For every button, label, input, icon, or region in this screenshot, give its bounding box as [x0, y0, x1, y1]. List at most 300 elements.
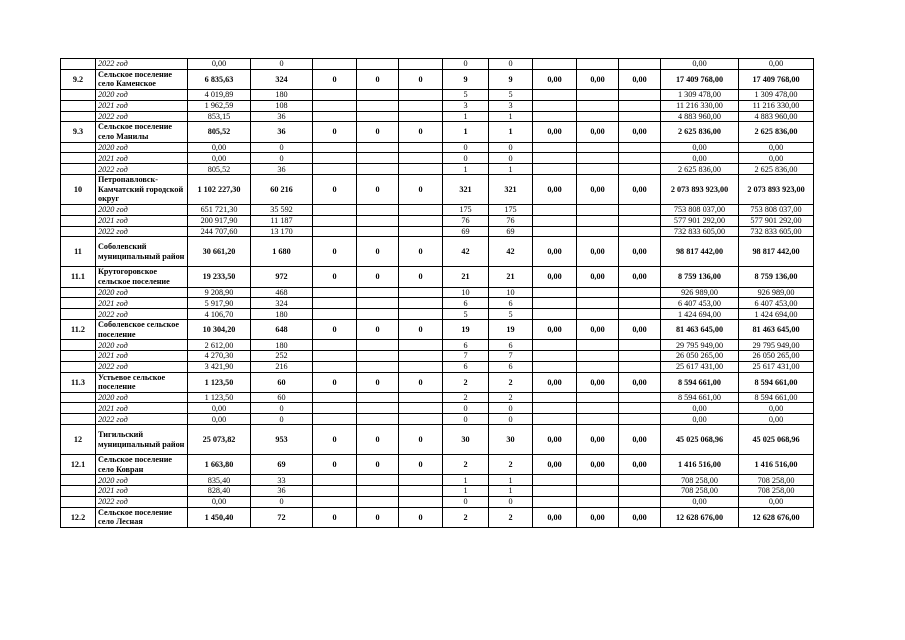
- cell-value-col-13: 1 416 516,00: [739, 455, 814, 475]
- cell-value-col-6: [399, 100, 443, 111]
- cell-item-number: [61, 226, 96, 237]
- cell-value-col-10: [577, 309, 619, 320]
- cell-territory-name: 2020 год: [96, 340, 188, 351]
- table-row-year: [61, 340, 814, 351]
- cell-territory-name: 2020 год: [96, 287, 188, 298]
- cell-value-col-5: [357, 309, 399, 320]
- cell-value-col-6: [399, 475, 443, 486]
- cell-value-col-8: 5: [489, 309, 533, 320]
- cell-value-col-3: 36: [251, 122, 313, 142]
- cell-value-col-13: 708 258,00: [739, 475, 814, 486]
- cell-territory-name: 2022 год: [96, 309, 188, 320]
- cell-value-col-2: 9 208,90: [188, 287, 251, 298]
- cell-territory-name: Сельское поселение село Ковран: [96, 455, 188, 475]
- cell-value-col-10: [577, 153, 619, 164]
- cell-value-col-6: [399, 59, 443, 70]
- table-row-year: [61, 153, 814, 164]
- cell-value-col-2: 4 019,89: [188, 89, 251, 100]
- cell-value-col-5: 0: [357, 507, 399, 527]
- cell-item-number: 10: [61, 174, 96, 204]
- cell-value-col-11: 0,00: [619, 319, 661, 339]
- cell-value-col-2: 0,00: [188, 496, 251, 507]
- cell-value-col-4: [313, 204, 357, 215]
- cell-value-col-3: 180: [251, 89, 313, 100]
- cell-territory-name: 2022 год: [96, 361, 188, 372]
- cell-value-col-5: 0: [357, 174, 399, 204]
- cell-value-col-13: 577 901 292,00: [739, 215, 814, 226]
- table-row-year: [61, 215, 814, 226]
- cell-territory-name: 2021 год: [96, 486, 188, 497]
- cell-value-col-9: [533, 204, 577, 215]
- cell-value-col-10: [577, 204, 619, 215]
- cell-value-col-12: 12 628 676,00: [661, 507, 739, 527]
- cell-value-col-11: [619, 361, 661, 372]
- cell-value-col-6: [399, 89, 443, 100]
- cell-value-col-8: 2: [489, 455, 533, 475]
- cell-value-col-4: [313, 309, 357, 320]
- cell-value-col-12: 29 795 949,00: [661, 340, 739, 351]
- cell-value-col-11: 0,00: [619, 425, 661, 455]
- cell-value-col-13: 1 309 478,00: [739, 89, 814, 100]
- cell-value-col-4: [313, 100, 357, 111]
- cell-value-col-4: 0: [313, 237, 357, 267]
- cell-value-col-11: [619, 100, 661, 111]
- cell-territory-name: 2020 год: [96, 142, 188, 153]
- cell-value-col-12: 8 759 136,00: [661, 267, 739, 287]
- table-body: [61, 59, 814, 528]
- cell-value-col-13: 29 795 949,00: [739, 340, 814, 351]
- cell-value-col-7: 19: [443, 319, 489, 339]
- cell-territory-name: 2021 год: [96, 100, 188, 111]
- cell-value-col-2: 0,00: [188, 403, 251, 414]
- cell-value-col-7: 0: [443, 59, 489, 70]
- cell-value-col-10: [577, 89, 619, 100]
- table-row-year: [61, 486, 814, 497]
- cell-value-col-12: 0,00: [661, 414, 739, 425]
- cell-value-col-13: 98 817 442,00: [739, 237, 814, 267]
- cell-value-col-13: 926 989,00: [739, 287, 814, 298]
- cell-value-col-9: [533, 164, 577, 175]
- cell-item-number: 11.2: [61, 319, 96, 339]
- cell-value-col-5: 0: [357, 455, 399, 475]
- cell-value-col-13: 0,00: [739, 153, 814, 164]
- cell-value-col-3: 1 680: [251, 237, 313, 267]
- cell-item-number: 11.1: [61, 267, 96, 287]
- cell-item-number: [61, 496, 96, 507]
- cell-value-col-11: 0,00: [619, 122, 661, 142]
- cell-value-col-3: 0: [251, 414, 313, 425]
- cell-value-col-5: 0: [357, 319, 399, 339]
- table-row-territory: [61, 122, 814, 142]
- cell-value-col-3: 69: [251, 455, 313, 475]
- cell-value-col-5: [357, 486, 399, 497]
- cell-territory-name: 2020 год: [96, 204, 188, 215]
- cell-value-col-2: 651 721,30: [188, 204, 251, 215]
- cell-value-col-12: 2 625 836,00: [661, 164, 739, 175]
- cell-value-col-4: 0: [313, 507, 357, 527]
- cell-value-col-4: [313, 153, 357, 164]
- cell-territory-name: 2021 год: [96, 215, 188, 226]
- cell-value-col-9: [533, 215, 577, 226]
- cell-value-col-8: 5: [489, 89, 533, 100]
- cell-value-col-4: 0: [313, 267, 357, 287]
- cell-value-col-12: 708 258,00: [661, 475, 739, 486]
- cell-value-col-8: 1: [489, 122, 533, 142]
- cell-value-col-2: 25 073,82: [188, 425, 251, 455]
- cell-item-number: [61, 298, 96, 309]
- document-page: [60, 58, 814, 528]
- cell-value-col-11: [619, 204, 661, 215]
- cell-value-col-7: 6: [443, 361, 489, 372]
- cell-value-col-3: 324: [251, 298, 313, 309]
- cell-value-col-6: 0: [399, 425, 443, 455]
- cell-item-number: 11.3: [61, 372, 96, 392]
- cell-value-col-6: 0: [399, 174, 443, 204]
- cell-value-col-6: [399, 486, 443, 497]
- cell-value-col-9: [533, 392, 577, 403]
- cell-territory-name: 2022 год: [96, 59, 188, 70]
- cell-value-col-5: [357, 414, 399, 425]
- cell-value-col-8: 0: [489, 153, 533, 164]
- cell-value-col-12: 0,00: [661, 59, 739, 70]
- cell-value-col-12: 1 309 478,00: [661, 89, 739, 100]
- cell-territory-name: Крутогоровское сельское поселение: [96, 267, 188, 287]
- cell-value-col-7: 1: [443, 164, 489, 175]
- cell-value-col-7: 1: [443, 111, 489, 122]
- cell-value-col-7: 175: [443, 204, 489, 215]
- cell-value-col-4: [313, 350, 357, 361]
- cell-value-col-9: [533, 340, 577, 351]
- cell-value-col-2: 30 661,20: [188, 237, 251, 267]
- cell-value-col-7: 5: [443, 309, 489, 320]
- cell-value-col-9: 0,00: [533, 425, 577, 455]
- cell-value-col-7: 21: [443, 267, 489, 287]
- cell-value-col-3: 13 170: [251, 226, 313, 237]
- cell-value-col-8: 10: [489, 287, 533, 298]
- cell-value-col-2: 0,00: [188, 153, 251, 164]
- cell-value-col-8: 2: [489, 507, 533, 527]
- cell-value-col-2: 1 102 227,30: [188, 174, 251, 204]
- cell-value-col-8: 0: [489, 142, 533, 153]
- cell-value-col-3: 648: [251, 319, 313, 339]
- cell-value-col-10: [577, 164, 619, 175]
- cell-value-col-6: [399, 403, 443, 414]
- cell-value-col-3: 0: [251, 59, 313, 70]
- cell-territory-name: Сельское поселение село Манилы: [96, 122, 188, 142]
- cell-value-col-9: [533, 496, 577, 507]
- cell-value-col-6: [399, 142, 443, 153]
- cell-value-col-3: 36: [251, 486, 313, 497]
- cell-value-col-2: 1 962,59: [188, 100, 251, 111]
- cell-value-col-6: [399, 287, 443, 298]
- cell-value-col-6: [399, 226, 443, 237]
- table-row-territory: [61, 69, 814, 89]
- cell-value-col-8: 2: [489, 372, 533, 392]
- cell-value-col-11: [619, 414, 661, 425]
- cell-value-col-12: 753 808 037,00: [661, 204, 739, 215]
- cell-value-col-9: [533, 361, 577, 372]
- cell-value-col-8: 1: [489, 164, 533, 175]
- cell-value-col-7: 9: [443, 69, 489, 89]
- cell-value-col-13: 2 625 836,00: [739, 122, 814, 142]
- cell-item-number: 9.3: [61, 122, 96, 142]
- cell-territory-name: 2022 год: [96, 226, 188, 237]
- cell-value-col-3: 36: [251, 164, 313, 175]
- cell-value-col-13: 753 808 037,00: [739, 204, 814, 215]
- cell-value-col-11: [619, 475, 661, 486]
- cell-value-col-7: 42: [443, 237, 489, 267]
- cell-value-col-11: [619, 59, 661, 70]
- cell-value-col-4: [313, 414, 357, 425]
- cell-value-col-4: [313, 59, 357, 70]
- cell-value-col-2: 4 270,30: [188, 350, 251, 361]
- cell-value-col-13: 81 463 645,00: [739, 319, 814, 339]
- cell-value-col-9: [533, 298, 577, 309]
- cell-value-col-5: [357, 59, 399, 70]
- cell-value-col-12: 25 617 431,00: [661, 361, 739, 372]
- cell-value-col-13: 4 883 960,00: [739, 111, 814, 122]
- cell-value-col-2: 6 835,63: [188, 69, 251, 89]
- cell-value-col-7: 6: [443, 298, 489, 309]
- cell-value-col-9: 0,00: [533, 69, 577, 89]
- cell-value-col-2: 5 917,90: [188, 298, 251, 309]
- cell-value-col-4: [313, 475, 357, 486]
- cell-value-col-5: [357, 153, 399, 164]
- cell-territory-name: 2022 год: [96, 164, 188, 175]
- cell-value-col-11: [619, 111, 661, 122]
- cell-value-col-8: 9: [489, 69, 533, 89]
- cell-value-col-12: 0,00: [661, 142, 739, 153]
- cell-item-number: 9.2: [61, 69, 96, 89]
- table-row-year: [61, 100, 814, 111]
- table-row-territory: [61, 237, 814, 267]
- cell-value-col-7: 2: [443, 455, 489, 475]
- cell-value-col-4: 0: [313, 372, 357, 392]
- cell-value-col-13: 0,00: [739, 142, 814, 153]
- cell-value-col-8: 42: [489, 237, 533, 267]
- cell-value-col-7: 69: [443, 226, 489, 237]
- cell-value-col-7: 2: [443, 507, 489, 527]
- cell-item-number: [61, 350, 96, 361]
- cell-value-col-4: 0: [313, 122, 357, 142]
- cell-value-col-3: 0: [251, 496, 313, 507]
- cell-value-col-6: [399, 340, 443, 351]
- cell-value-col-13: 1 424 694,00: [739, 309, 814, 320]
- cell-value-col-7: 7: [443, 350, 489, 361]
- cell-value-col-4: 0: [313, 319, 357, 339]
- cell-value-col-2: 1 663,80: [188, 455, 251, 475]
- cell-item-number: [61, 414, 96, 425]
- cell-value-col-2: 4 106,70: [188, 309, 251, 320]
- cell-value-col-5: [357, 361, 399, 372]
- cell-value-col-10: [577, 392, 619, 403]
- table-row-territory: [61, 174, 814, 204]
- cell-value-col-6: [399, 215, 443, 226]
- cell-value-col-13: 0,00: [739, 403, 814, 414]
- cell-value-col-5: [357, 142, 399, 153]
- table-row-year: [61, 475, 814, 486]
- cell-value-col-4: [313, 226, 357, 237]
- cell-value-col-9: [533, 475, 577, 486]
- cell-value-col-12: 2 625 836,00: [661, 122, 739, 142]
- cell-value-col-6: [399, 309, 443, 320]
- cell-value-col-6: [399, 496, 443, 507]
- cell-value-col-3: 216: [251, 361, 313, 372]
- cell-value-col-10: [577, 59, 619, 70]
- cell-value-col-5: 0: [357, 69, 399, 89]
- cell-item-number: [61, 111, 96, 122]
- cell-value-col-9: 0,00: [533, 319, 577, 339]
- table-row-territory: [61, 372, 814, 392]
- cell-value-col-10: [577, 226, 619, 237]
- cell-value-col-6: 0: [399, 122, 443, 142]
- cell-item-number: 12.2: [61, 507, 96, 527]
- cell-value-col-5: 0: [357, 372, 399, 392]
- cell-value-col-9: [533, 403, 577, 414]
- cell-value-col-7: 0: [443, 142, 489, 153]
- cell-value-col-11: [619, 153, 661, 164]
- cell-value-col-12: 732 833 605,00: [661, 226, 739, 237]
- cell-value-col-2: 10 304,20: [188, 319, 251, 339]
- cell-value-col-11: [619, 287, 661, 298]
- cell-value-col-5: [357, 204, 399, 215]
- cell-value-col-3: 33: [251, 475, 313, 486]
- table-row-year: [61, 350, 814, 361]
- table-row-year: [61, 309, 814, 320]
- cell-value-col-13: 8 594 661,00: [739, 372, 814, 392]
- table-row-year: [61, 59, 814, 70]
- cell-value-col-4: 0: [313, 174, 357, 204]
- cell-value-col-12: 1 416 516,00: [661, 455, 739, 475]
- cell-value-col-11: [619, 142, 661, 153]
- cell-value-col-13: 2 625 836,00: [739, 164, 814, 175]
- table-row-year: [61, 111, 814, 122]
- cell-value-col-4: [313, 215, 357, 226]
- cell-value-col-12: 0,00: [661, 496, 739, 507]
- cell-value-col-11: [619, 226, 661, 237]
- cell-territory-name: Тигильский муниципальный район: [96, 425, 188, 455]
- cell-value-col-2: 1 450,40: [188, 507, 251, 527]
- cell-value-col-9: 0,00: [533, 122, 577, 142]
- cell-value-col-8: 1: [489, 475, 533, 486]
- cell-value-col-8: 6: [489, 340, 533, 351]
- cell-value-col-9: [533, 486, 577, 497]
- cell-value-col-10: [577, 287, 619, 298]
- cell-value-col-13: 11 216 330,00: [739, 100, 814, 111]
- cell-value-col-8: 21: [489, 267, 533, 287]
- cell-value-col-10: [577, 142, 619, 153]
- table-row-year: [61, 414, 814, 425]
- cell-value-col-5: [357, 298, 399, 309]
- cell-item-number: [61, 59, 96, 70]
- cell-item-number: [61, 215, 96, 226]
- cell-value-col-10: 0,00: [577, 267, 619, 287]
- cell-value-col-7: 30: [443, 425, 489, 455]
- cell-value-col-4: 0: [313, 455, 357, 475]
- cell-value-col-3: 36: [251, 111, 313, 122]
- cell-value-col-10: [577, 350, 619, 361]
- cell-value-col-10: 0,00: [577, 425, 619, 455]
- cell-item-number: [61, 287, 96, 298]
- cell-value-col-7: 2: [443, 392, 489, 403]
- cell-value-col-7: 0: [443, 496, 489, 507]
- cell-value-col-5: [357, 100, 399, 111]
- cell-value-col-4: [313, 361, 357, 372]
- cell-value-col-10: [577, 215, 619, 226]
- cell-value-col-10: [577, 361, 619, 372]
- table-row-year: [61, 403, 814, 414]
- cell-value-col-3: 180: [251, 309, 313, 320]
- cell-value-col-5: 0: [357, 237, 399, 267]
- cell-territory-name: Сельское поселение село Лесная: [96, 507, 188, 527]
- cell-value-col-12: 926 989,00: [661, 287, 739, 298]
- cell-value-col-2: 19 233,50: [188, 267, 251, 287]
- cell-value-col-12: 17 409 768,00: [661, 69, 739, 89]
- cell-value-col-11: [619, 496, 661, 507]
- cell-value-col-6: [399, 392, 443, 403]
- cell-value-col-3: 953: [251, 425, 313, 455]
- cell-value-col-8: 0: [489, 59, 533, 70]
- cell-value-col-6: [399, 298, 443, 309]
- cell-value-col-13: 0,00: [739, 496, 814, 507]
- cell-value-col-2: 244 707,60: [188, 226, 251, 237]
- table-row-territory: [61, 507, 814, 527]
- cell-value-col-12: 577 901 292,00: [661, 215, 739, 226]
- cell-value-col-7: 0: [443, 153, 489, 164]
- cell-value-col-3: 0: [251, 153, 313, 164]
- cell-value-col-9: [533, 350, 577, 361]
- cell-value-col-8: 19: [489, 319, 533, 339]
- cell-value-col-11: 0,00: [619, 267, 661, 287]
- cell-value-col-2: 1 123,50: [188, 392, 251, 403]
- cell-value-col-3: 60: [251, 372, 313, 392]
- cell-item-number: [61, 89, 96, 100]
- cell-value-col-11: [619, 403, 661, 414]
- cell-item-number: [61, 142, 96, 153]
- cell-value-col-3: 60: [251, 392, 313, 403]
- cell-value-col-4: [313, 298, 357, 309]
- table-row-year: [61, 142, 814, 153]
- cell-value-col-9: 0,00: [533, 267, 577, 287]
- cell-value-col-3: 0: [251, 142, 313, 153]
- cell-value-col-5: [357, 340, 399, 351]
- cell-item-number: [61, 486, 96, 497]
- cell-value-col-11: [619, 89, 661, 100]
- cell-value-col-12: 0,00: [661, 403, 739, 414]
- cell-value-col-8: 0: [489, 496, 533, 507]
- cell-value-col-6: 0: [399, 507, 443, 527]
- cell-value-col-12: 4 883 960,00: [661, 111, 739, 122]
- cell-value-col-10: 0,00: [577, 455, 619, 475]
- cell-value-col-3: 972: [251, 267, 313, 287]
- housing-program-table: [60, 58, 814, 528]
- cell-value-col-9: 0,00: [533, 237, 577, 267]
- cell-value-col-7: 0: [443, 403, 489, 414]
- cell-value-col-13: 6 407 453,00: [739, 298, 814, 309]
- cell-value-col-10: [577, 100, 619, 111]
- cell-value-col-12: 8 594 661,00: [661, 392, 739, 403]
- cell-value-col-10: 0,00: [577, 319, 619, 339]
- cell-item-number: [61, 475, 96, 486]
- cell-value-col-4: 0: [313, 69, 357, 89]
- cell-value-col-11: [619, 164, 661, 175]
- cell-value-col-8: 1: [489, 111, 533, 122]
- cell-value-col-6: 0: [399, 372, 443, 392]
- cell-value-col-5: [357, 215, 399, 226]
- cell-value-col-8: 0: [489, 414, 533, 425]
- cell-value-col-13: 0,00: [739, 414, 814, 425]
- cell-value-col-7: 5: [443, 89, 489, 100]
